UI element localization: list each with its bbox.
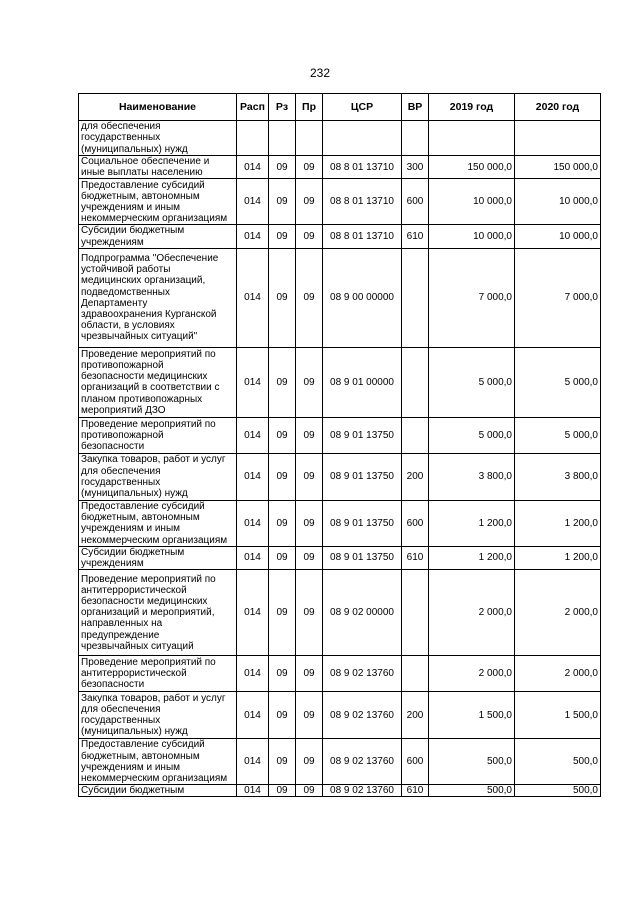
cell-y2019: 5 000,0 (429, 417, 515, 453)
cell-y2020: 5 000,0 (515, 417, 601, 453)
cell-name: Субсидии бюджетным (79, 785, 237, 797)
cell-vr (402, 248, 429, 347)
cell-pr: 09 (296, 570, 323, 656)
cell-csr: 08 9 02 13760 (323, 692, 402, 739)
cell-rasp: 014 (237, 656, 269, 692)
header-pr: Пр (296, 94, 323, 121)
cell-y2019: 3 800,0 (429, 453, 515, 500)
cell-rasp: 014 (237, 347, 269, 417)
cell-csr: 08 9 02 13760 (323, 656, 402, 692)
cell-name: Закупка товаров, работ и услуг для обеспечения государственных (муниципальных) нужд (79, 453, 237, 500)
header-2020: 2020 год (515, 94, 601, 121)
cell-y2020: 150 000,0 (515, 156, 601, 179)
table-row (79, 785, 601, 797)
cell-pr: 09 (296, 347, 323, 417)
cell-y2019: 7 000,0 (429, 248, 515, 347)
cell-name: Предоставление субсидий бюджетным, автономным учреждениям и иным некоммерческим организациям (79, 179, 237, 225)
cell-rz: 09 (269, 179, 296, 225)
cell-rz: 09 (269, 546, 296, 569)
cell-pr: 09 (296, 785, 323, 797)
cell-pr: 09 (296, 500, 323, 546)
cell-rz: 09 (269, 785, 296, 797)
cell-rz: 09 (269, 248, 296, 347)
cell-rasp: 014 (237, 785, 269, 797)
cell-y2019: 500,0 (429, 739, 515, 785)
cell-vr: 610 (402, 785, 429, 797)
cell-rasp: 014 (237, 500, 269, 546)
cell-y2019 (429, 121, 515, 156)
cell-name: Субсидии бюджетным учреждениям (79, 225, 237, 248)
header-vr: ВР (402, 94, 429, 121)
cell-rz: 09 (269, 225, 296, 248)
cell-pr: 09 (296, 739, 323, 785)
cell-pr: 09 (296, 692, 323, 739)
table-row (79, 656, 601, 692)
cell-csr: 08 8 01 13710 (323, 179, 402, 225)
header-row (79, 94, 601, 121)
cell-name: Социальное обеспечение и иные выплаты населению (79, 156, 237, 179)
cell-rz (269, 121, 296, 156)
table-row (79, 225, 601, 248)
cell-y2019: 150 000,0 (429, 156, 515, 179)
cell-vr (402, 347, 429, 417)
cell-csr: 08 8 01 13710 (323, 156, 402, 179)
cell-pr: 09 (296, 453, 323, 500)
table-row (79, 417, 601, 453)
cell-vr: 610 (402, 546, 429, 569)
table-row (79, 453, 601, 500)
cell-name: для обеспечения государственных (муниципальных) нужд (79, 121, 237, 156)
header-2019: 2019 год (429, 94, 515, 121)
header-name: Наименование (79, 94, 237, 121)
cell-name: Предоставление субсидий бюджетным, автономным учреждениям и иным некоммерческим организациям (79, 500, 237, 546)
cell-csr: 08 9 01 13750 (323, 417, 402, 453)
cell-y2020: 500,0 (515, 785, 601, 797)
cell-y2020: 10 000,0 (515, 179, 601, 225)
header-rz: Рз (269, 94, 296, 121)
cell-name: Проведение мероприятий по противопожарной безопасности (79, 417, 237, 453)
header-csr: ЦСР (323, 94, 402, 121)
cell-vr (402, 570, 429, 656)
cell-name: Закупка товаров, работ и услуг для обеспечения государственных (муниципальных) нужд (79, 692, 237, 739)
table-row (79, 570, 601, 656)
cell-rasp: 014 (237, 546, 269, 569)
cell-rz: 09 (269, 417, 296, 453)
cell-csr: 08 9 00 00000 (323, 248, 402, 347)
cell-vr (402, 121, 429, 156)
cell-y2020: 1 500,0 (515, 692, 601, 739)
cell-y2020: 1 200,0 (515, 500, 601, 546)
cell-rasp: 014 (237, 739, 269, 785)
cell-y2019: 1 200,0 (429, 546, 515, 569)
cell-y2019: 1 500,0 (429, 692, 515, 739)
cell-vr: 600 (402, 739, 429, 785)
cell-rasp: 014 (237, 225, 269, 248)
cell-y2020: 2 000,0 (515, 570, 601, 656)
cell-csr: 08 8 01 13710 (323, 225, 402, 248)
cell-y2019: 2 000,0 (429, 656, 515, 692)
cell-rasp: 014 (237, 692, 269, 739)
cell-y2019: 500,0 (429, 785, 515, 797)
cell-y2019: 10 000,0 (429, 225, 515, 248)
header-rasp: Расп (237, 94, 269, 121)
cell-y2020: 1 200,0 (515, 546, 601, 569)
cell-rz: 09 (269, 570, 296, 656)
cell-rz: 09 (269, 656, 296, 692)
cell-pr: 09 (296, 248, 323, 347)
table-row (79, 156, 601, 179)
cell-name: Субсидии бюджетным учреждениям (79, 546, 237, 569)
cell-vr: 600 (402, 500, 429, 546)
cell-rasp: 014 (237, 570, 269, 656)
cell-rasp: 014 (237, 248, 269, 347)
cell-y2020: 3 800,0 (515, 453, 601, 500)
cell-rz: 09 (269, 453, 296, 500)
cell-vr: 200 (402, 692, 429, 739)
cell-name: Подпрограмма "Обеспечение устойчивой работы медицинских организаций, подведомственных Департаменту здравоохранения Курганской области, в условиях чрезвычайных ситуаций" (79, 248, 237, 347)
cell-pr: 09 (296, 546, 323, 569)
table-row (79, 179, 601, 225)
cell-y2019: 2 000,0 (429, 570, 515, 656)
cell-vr: 200 (402, 453, 429, 500)
cell-vr (402, 417, 429, 453)
cell-y2020: 5 000,0 (515, 347, 601, 417)
cell-rz: 09 (269, 739, 296, 785)
table-row (79, 248, 601, 347)
cell-name: Проведение мероприятий по антитеррористической безопасности медицинских организаций и мероприятий, направленных на предупреждение чрезвычайных ситуаций (79, 570, 237, 656)
cell-pr (296, 121, 323, 156)
cell-csr: 08 9 01 00000 (323, 347, 402, 417)
cell-vr: 600 (402, 179, 429, 225)
cell-rasp: 014 (237, 179, 269, 225)
cell-csr: 08 9 02 13760 (323, 785, 402, 797)
cell-rasp: 014 (237, 453, 269, 500)
page-number: 232 (309, 66, 331, 80)
cell-rz: 09 (269, 692, 296, 739)
cell-vr (402, 656, 429, 692)
cell-y2019: 1 200,0 (429, 500, 515, 546)
cell-rz: 09 (269, 500, 296, 546)
cell-name: Предоставление субсидий бюджетным, автономным учреждениям и иным некоммерческим организациям (79, 739, 237, 785)
cell-y2019: 10 000,0 (429, 179, 515, 225)
cell-pr: 09 (296, 656, 323, 692)
cell-pr: 09 (296, 225, 323, 248)
cell-csr: 08 9 02 13760 (323, 739, 402, 785)
cell-vr: 610 (402, 225, 429, 248)
cell-y2020: 10 000,0 (515, 225, 601, 248)
cell-pr: 09 (296, 417, 323, 453)
table-row (79, 739, 601, 785)
cell-y2020 (515, 121, 601, 156)
table-row (79, 692, 601, 739)
table-row (79, 500, 601, 546)
cell-csr: 08 9 01 13750 (323, 453, 402, 500)
cell-name: Проведение мероприятий по противопожарной безопасности медицинских организаций в соответствии с планом противопожарных мероприятий ДЗО (79, 347, 237, 417)
cell-name: Проведение мероприятий по антитеррористической безопасности (79, 656, 237, 692)
cell-rasp (237, 121, 269, 156)
table-row (79, 347, 601, 417)
cell-rz: 09 (269, 347, 296, 417)
budget-table (78, 93, 601, 797)
cell-csr: 08 9 02 00000 (323, 570, 402, 656)
table-row (79, 546, 601, 569)
cell-csr: 08 9 01 13750 (323, 500, 402, 546)
cell-vr: 300 (402, 156, 429, 179)
cell-csr (323, 121, 402, 156)
cell-rz: 09 (269, 156, 296, 179)
cell-pr: 09 (296, 156, 323, 179)
cell-y2020: 7 000,0 (515, 248, 601, 347)
cell-rasp: 014 (237, 156, 269, 179)
table-row (79, 121, 601, 156)
cell-pr: 09 (296, 179, 323, 225)
cell-y2019: 5 000,0 (429, 347, 515, 417)
cell-y2020: 500,0 (515, 739, 601, 785)
cell-rasp: 014 (237, 417, 269, 453)
cell-y2020: 2 000,0 (515, 656, 601, 692)
cell-csr: 08 9 01 13750 (323, 546, 402, 569)
